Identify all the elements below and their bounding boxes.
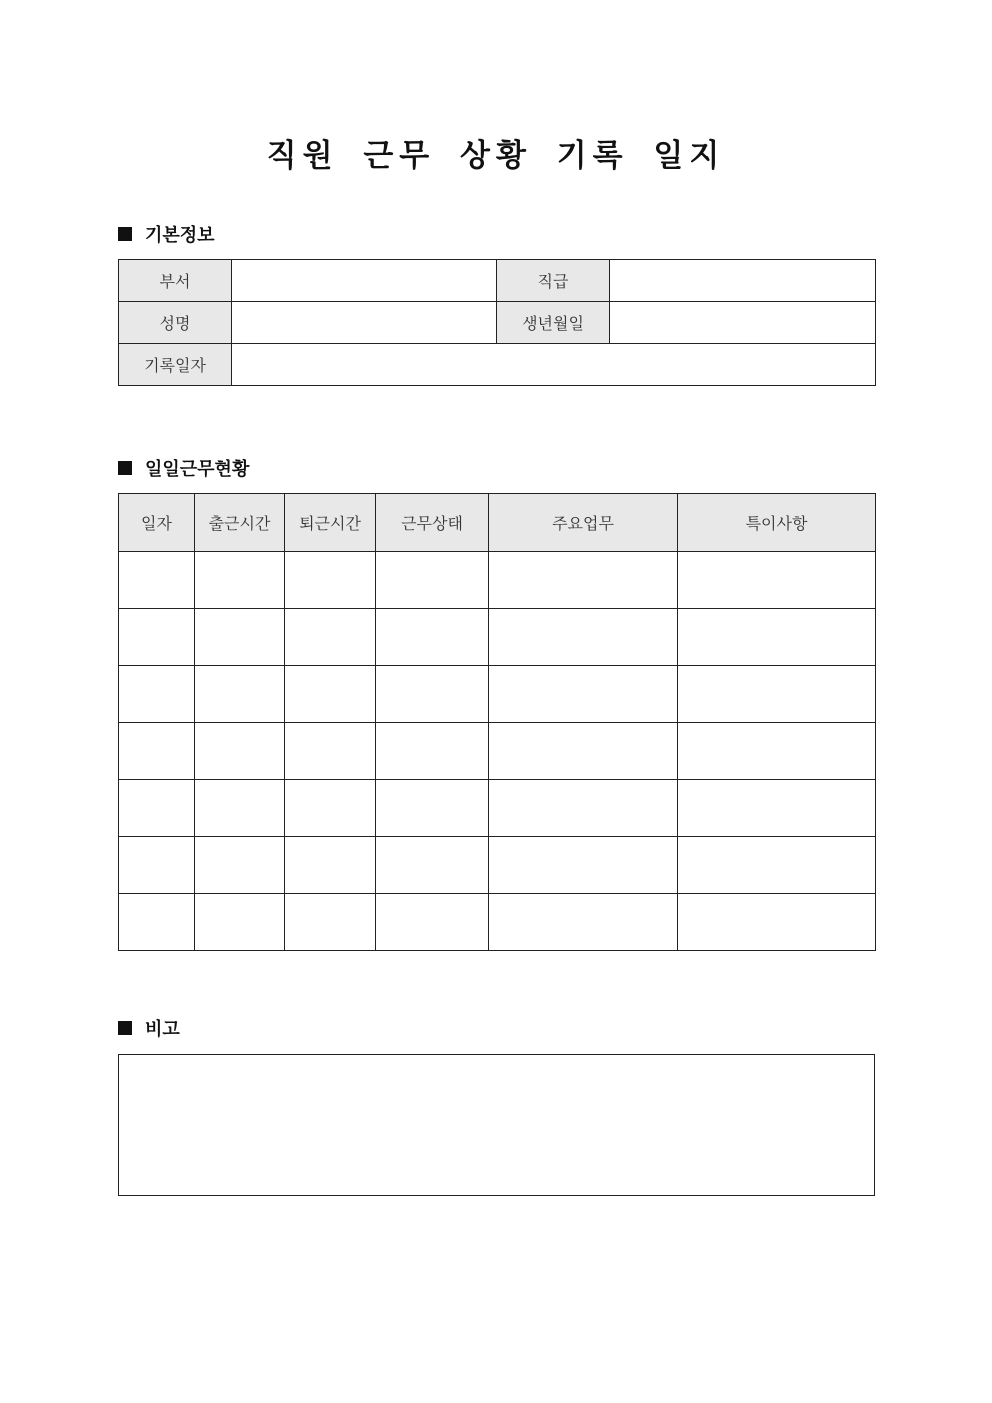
remarks-cell[interactable] <box>678 666 876 723</box>
section-heading-daily-work <box>118 455 249 481</box>
column-header-clock-out: 퇴근시간 <box>285 494 376 552</box>
square-bullet-icon <box>118 1021 132 1035</box>
table-row <box>119 609 876 666</box>
date-cell[interactable] <box>119 837 195 894</box>
position-field[interactable] <box>610 260 876 302</box>
clock-in-cell[interactable] <box>195 609 285 666</box>
clock-in-cell[interactable] <box>195 894 285 951</box>
record-date-field[interactable] <box>232 344 876 386</box>
table-row <box>119 894 876 951</box>
main-tasks-cell[interactable] <box>489 723 678 780</box>
birthdate-label: 생년월일 <box>497 302 610 344</box>
birthdate-field[interactable] <box>610 302 876 344</box>
record-date-label: 기록일자 <box>119 344 232 386</box>
table-row <box>119 837 876 894</box>
remarks-cell[interactable] <box>678 780 876 837</box>
department-field[interactable] <box>232 260 497 302</box>
table-row <box>119 302 876 344</box>
remarks-cell[interactable] <box>678 837 876 894</box>
section-heading-label: 기본정보 <box>145 225 215 246</box>
work-status-cell[interactable] <box>376 894 489 951</box>
clock-out-cell[interactable] <box>285 837 376 894</box>
main-tasks-cell[interactable] <box>489 552 678 609</box>
remarks-cell[interactable] <box>678 552 876 609</box>
table-row <box>119 552 876 609</box>
clock-in-cell[interactable] <box>195 780 285 837</box>
date-cell[interactable] <box>119 723 195 780</box>
remarks-cell[interactable] <box>678 609 876 666</box>
page-title: 직원 근무 상황 기록 일지 <box>266 138 726 174</box>
square-bullet-icon <box>118 461 132 475</box>
main-tasks-cell[interactable] <box>489 894 678 951</box>
table-row <box>119 723 876 780</box>
clock-in-cell[interactable] <box>195 723 285 780</box>
date-cell[interactable] <box>119 552 195 609</box>
section-heading-remarks <box>118 1015 180 1041</box>
work-status-cell[interactable] <box>376 666 489 723</box>
main-tasks-cell[interactable] <box>489 837 678 894</box>
column-header-work-status: 근무상태 <box>376 494 489 552</box>
table-row <box>119 260 876 302</box>
clock-out-cell[interactable] <box>285 894 376 951</box>
name-label: 성명 <box>119 302 232 344</box>
remarks-field[interactable] <box>118 1054 875 1196</box>
work-status-cell[interactable] <box>376 552 489 609</box>
column-header-date: 일자 <box>119 494 195 552</box>
clock-in-cell[interactable] <box>195 552 285 609</box>
work-status-cell[interactable] <box>376 837 489 894</box>
square-bullet-icon <box>118 227 132 241</box>
table-header-row <box>119 494 876 552</box>
work-status-cell[interactable] <box>376 609 489 666</box>
table-row <box>119 666 876 723</box>
remarks-cell[interactable] <box>678 894 876 951</box>
main-tasks-cell[interactable] <box>489 666 678 723</box>
date-cell[interactable] <box>119 609 195 666</box>
daily-work-table <box>118 493 876 951</box>
column-header-clock-in: 출근시간 <box>195 494 285 552</box>
main-tasks-cell[interactable] <box>489 780 678 837</box>
date-cell[interactable] <box>119 894 195 951</box>
main-tasks-cell[interactable] <box>489 609 678 666</box>
department-label: 부서 <box>119 260 232 302</box>
clock-out-cell[interactable] <box>285 609 376 666</box>
clock-out-cell[interactable] <box>285 723 376 780</box>
basic-info-table <box>118 259 876 386</box>
clock-out-cell[interactable] <box>285 666 376 723</box>
clock-in-cell[interactable] <box>195 666 285 723</box>
date-cell[interactable] <box>119 666 195 723</box>
remarks-cell[interactable] <box>678 723 876 780</box>
table-row <box>119 780 876 837</box>
column-header-main-tasks: 주요업무 <box>489 494 678 552</box>
table-row <box>119 344 876 386</box>
column-header-remarks: 특이사항 <box>678 494 876 552</box>
name-field[interactable] <box>232 302 497 344</box>
position-label: 직급 <box>497 260 610 302</box>
section-heading-label: 일일근무현황 <box>145 459 250 480</box>
work-status-cell[interactable] <box>376 723 489 780</box>
clock-in-cell[interactable] <box>195 837 285 894</box>
date-cell[interactable] <box>119 780 195 837</box>
work-status-cell[interactable] <box>376 780 489 837</box>
clock-out-cell[interactable] <box>285 780 376 837</box>
section-heading-label: 비고 <box>145 1019 180 1040</box>
section-heading-basic-info <box>118 221 215 247</box>
clock-out-cell[interactable] <box>285 552 376 609</box>
